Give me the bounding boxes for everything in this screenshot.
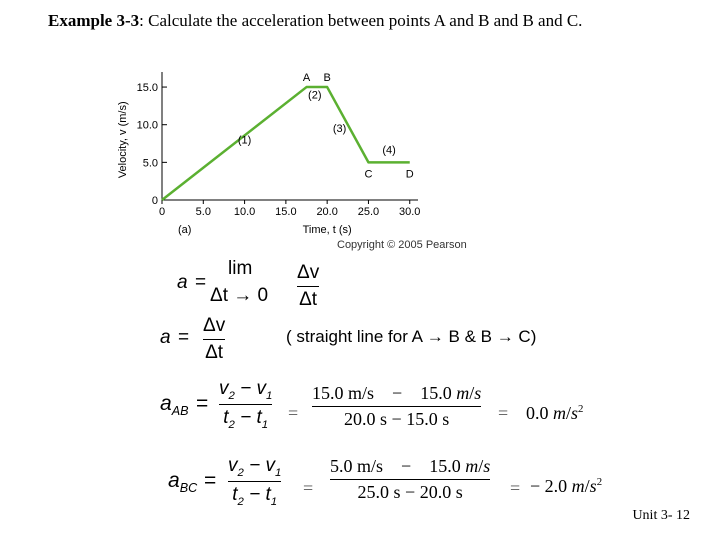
eq2-note: ( straight line for A → B & B → C): [286, 327, 537, 346]
x-tick-label: 15.0: [275, 206, 297, 218]
eq3-equals-2: =: [288, 403, 299, 423]
eq1-a: a: [177, 272, 188, 293]
eq2-num: Δv: [203, 315, 226, 336]
eq3-sym-den: $t_2 - t_1$: [223, 406, 269, 431]
point-label-d: D: [405, 168, 414, 181]
eq3-lhs: $a_{AB}$: [160, 392, 189, 419]
y-tick-label: 0: [151, 195, 158, 207]
slide-title: [48, 10, 688, 32]
point-label-c: C: [364, 168, 373, 181]
eq1-fraction: [297, 262, 319, 311]
eq4-num-values: 5.0 m/s − 15.0 m/s: [330, 456, 491, 476]
eq4-symbolic-fraction: [228, 455, 281, 508]
velocity-time-chart: [110, 60, 490, 260]
eq4-equals: =: [204, 469, 217, 492]
eq2-equals: =: [178, 327, 190, 348]
eq1-bar: [297, 286, 319, 287]
x-tick-label: 20.0: [316, 206, 338, 218]
eq3-den-values: 20.0 s − 15.0 s: [344, 409, 450, 429]
velocity-series-line: [162, 87, 410, 200]
x-tick-label: 25.0: [357, 206, 380, 218]
eq4-den-values: 25.0 s − 20.0 s: [357, 482, 463, 502]
eq4-result: − 2.0 $m/s^2$: [530, 476, 603, 496]
eq3-num-values: 15.0 m/s − 15.0 m/s: [312, 383, 482, 403]
x-tick-label: 10.0: [233, 206, 256, 218]
x-tick-label: 30.0: [399, 206, 421, 218]
x-tick-label: 5.0: [195, 206, 211, 218]
eq1-den: Δt: [299, 289, 318, 310]
y-axis-label: Velocity, v (m/s): [117, 101, 129, 179]
eq4-equals-2: =: [303, 478, 314, 498]
eq2-den: Δt: [205, 342, 224, 363]
eq3-result: 0.0 $m/s^2$: [526, 403, 584, 423]
y-tick-label: 15.0: [136, 82, 158, 95]
segment-label: (3): [332, 123, 347, 136]
y-tick-label: 10.0: [136, 119, 158, 132]
point-label-b: B: [323, 72, 331, 85]
eq3-equals: =: [196, 392, 209, 415]
eq3-equals-3: =: [498, 403, 509, 423]
eq2-fraction: [203, 315, 225, 364]
y-tick-label: 5.0: [142, 157, 158, 170]
panel-label: (a): [178, 224, 192, 236]
eq4-lhs: $a_{BC}$: [168, 469, 198, 496]
eq1-num: Δv: [297, 262, 320, 283]
slide-footer: Unit 3- 12: [632, 508, 690, 523]
x-tick-label: 0: [158, 206, 166, 218]
segment-label: (4): [382, 144, 396, 157]
eq4-sym-den: $t_2 - t_1$: [232, 483, 278, 508]
segment-label: (2): [308, 89, 322, 102]
copyright-text: Copyright © 2005 Pearson: [337, 239, 467, 251]
eq3-sym-num: $v_2 - v_1$: [219, 378, 273, 402]
eq3-numeric-fraction: [312, 383, 481, 430]
eq2-bar: [203, 339, 225, 340]
eq2-a: a: [160, 327, 171, 348]
eq4-numeric-fraction: [330, 456, 490, 503]
eq1-lim: lim: [228, 258, 253, 279]
title-text: : Calculate the acceleration between points A and B and B and C.: [139, 11, 583, 30]
eq3-symbolic-fraction: [219, 378, 272, 431]
example-label: Example 3-3: [48, 11, 140, 30]
eq1-equals: =: [195, 272, 207, 293]
x-axis-label: Time, t (s): [302, 224, 352, 236]
point-label-a: A: [302, 72, 311, 85]
eq1-lim-sub: Δt → 0: [210, 285, 269, 306]
eq4-sym-num: $v_2 - v_1$: [228, 455, 282, 479]
segment-label: (1): [237, 134, 252, 147]
eq4-equals-3: =: [510, 478, 521, 498]
